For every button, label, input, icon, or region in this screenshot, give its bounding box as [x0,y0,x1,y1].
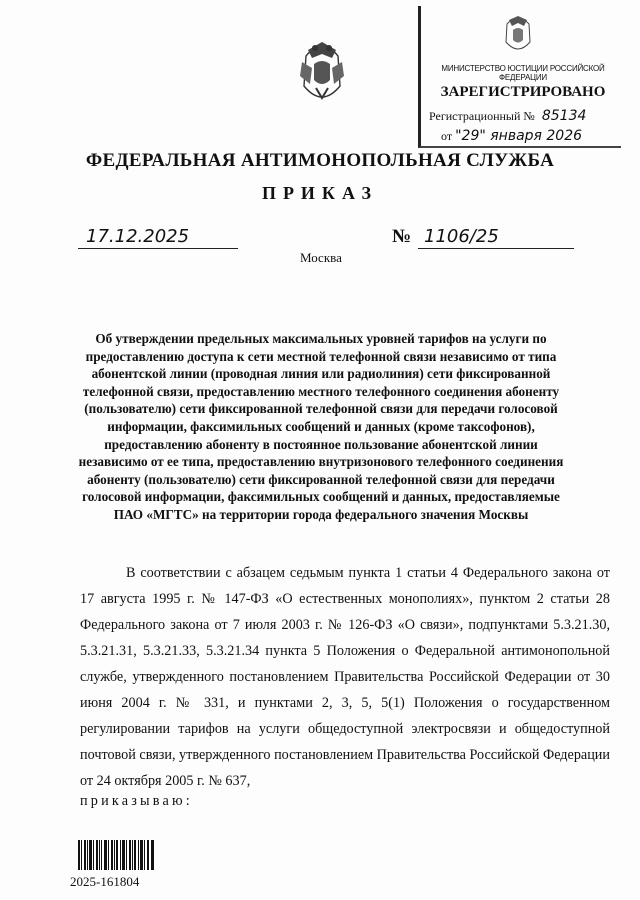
body-paragraph: В соответствии с абзацем седьмым пункта 1 статьи 4 Федерального закона от 17 августа 1995 г. № 147-ФЗ «О естественных монополиях», пунктом 2 статьи 28 Федерального закона от 7 июля 2003 г. № 126-ФЗ «О связи», подпунктами 5.3.21.30, 5.3.21.31, 5.3.21.33, 5.3.21.34 пункта 5 Положения о Федеральной антимонопольной службе, утвержденного постановлением Правительства Российской Федерации от 30 июня 2004 г. № 331, и пунктами 2, 3, 5, 5(1) Положения о государственном регулировании тарифов на услуги общедоступной электросвязи и общедоступной почтовой связи, утвержденного постановлением Правительства Российской Федерации от 24 октября 2005 г. № 637, [80,565,610,789]
agency-name: ФЕДЕРАЛЬНАЯ АНТИМОНОПОЛЬНАЯ СЛУЖБА [85,150,555,171]
order-date: 17.12.2025 [78,226,238,249]
order-number: 1106/25 [418,226,574,249]
number-label: № [392,226,412,247]
document-code: 2025-161804 [70,874,140,889]
registration-stamp [418,6,621,148]
stamp-ministry: МИНИСТЕРСТВО ЮСТИЦИИ РОССИЙСКОЙ ФЕДЕРАЦИИ [441,64,605,82]
document-type: ПРИКАЗ [261,183,379,203]
stamp-reg-label: Регистрационный № [429,109,535,123]
order-heading: Об утверждении предельных максимальных уровней тарифов на услуги по предоставлению доступа к сети местной телефонной связи независимо от типа абонентской линии (проводная линия или радиолиния) сети фиксированной телефонной связи, предоставлению местного телефонного соединения абоненту (пользователю) сети фиксированной телефонной связи для передачи голосовой информации, факсимильных сообщений и данных (кроме таксофонов), предоставлению абоненту в постоянное пользование абонентской линии независимо от ее типа, предоставлению внутризонового телефонного соединения абоненту (пользователю) сети фиксированной телефонной связи для передачи голосовой информации, факсимильных сообщений и данных, предоставляемые ПАО «МГТС» на территории города федерального значения Москвы [78,331,564,522]
stamp-reg-number: 85134 [541,108,587,124]
order-body [80,560,610,794]
stamp-emblem-icon [501,12,535,56]
stamp-reg-number-line [429,108,586,124]
coat-of-arms-icon [296,36,348,110]
barcode-icon [78,840,154,870]
order-word: приказываю: [80,793,193,809]
city: Москва [300,250,342,265]
stamp-date-line [441,128,582,144]
stamp-registered: ЗАРЕГИСТРИРОВАНО [440,84,606,100]
stamp-date-value: "29" января 2026 [455,128,583,144]
stamp-date-prefix: от [441,129,453,143]
